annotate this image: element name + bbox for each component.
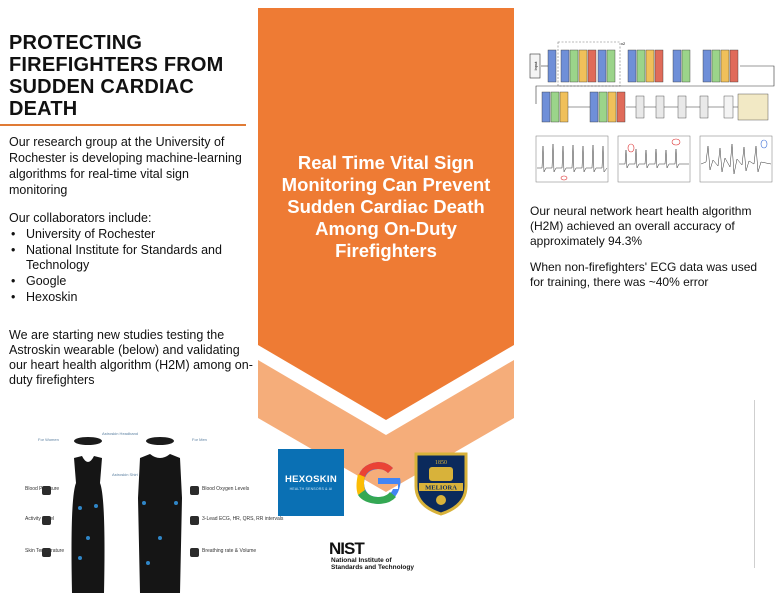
label-blood-pressure: Blood Pressure: [25, 486, 60, 492]
hexoskin-tagline: HEALTH SENSORS & AI: [289, 487, 333, 491]
collaborators-list: [9, 227, 249, 306]
intro-paragraph: Our research group at the University of Rochester is developing machine-learning algorithms for real-time vital sign monitoring: [9, 135, 242, 197]
ecg-plot-3: [700, 136, 772, 182]
softmax-output: [738, 94, 768, 120]
side-photo-edge: [754, 400, 776, 568]
ecg-icon: [190, 516, 199, 525]
studies-paragraph: We are starting new studies testing the Astroskin wearable (below) and validating our heart health algorithm (H2M) among on-duty firefighters: [9, 328, 253, 387]
dense-layer: [656, 96, 664, 118]
nist-name-line1: National Institute of: [331, 557, 392, 564]
network-architecture-diagram: [528, 36, 776, 132]
dense-layer: [636, 96, 644, 118]
label-ecg: 3-Lead ECG, HR, QRS, RR intervals: [202, 516, 284, 522]
layer-stack-5: [542, 92, 568, 122]
banner-headline: Real Time Vital Sign Monitoring Can Prevent Sudden Cardiac Death Among On-Duty Firefighters: [281, 152, 491, 261]
accuracy-paragraph: Our neural network heart health algorithm (H2M) achieved an overall accuracy of approximately 94.3%: [530, 204, 752, 248]
dense-layer: [678, 96, 686, 118]
breathing-icon: [190, 548, 199, 557]
error-paragraph: When non-firefighters' ECG data was used for training, there was ~40% error: [530, 260, 758, 289]
repeat-label: x2: [621, 41, 626, 46]
dense-layer: [700, 96, 708, 118]
hexoskin-logo: [278, 449, 344, 516]
mens-shirt: [138, 454, 182, 593]
list-item: • Google: [9, 274, 249, 289]
nist-wordmark: NIST: [329, 539, 364, 558]
arch-input: Input: [533, 61, 538, 71]
nist-logo: [329, 540, 459, 578]
meliora-seal: [413, 448, 469, 516]
collaborators-heading: Our collaborators include:: [9, 211, 152, 225]
headband-left: [74, 437, 102, 445]
label-skin-temperature: Skin Temperature: [25, 548, 65, 554]
seal-motto: MELIORA: [425, 484, 457, 492]
label-blood-oxygen: Blood Oxygen Levels: [202, 486, 250, 492]
google-logo: [350, 452, 406, 512]
list-item: • National Institute for Standards and Technology: [9, 243, 249, 273]
ecg-plot-2: [618, 136, 690, 182]
wearable-caption-women: For Women: [38, 437, 59, 442]
ecg-plot-1: [536, 136, 608, 182]
list-item: • University of Rochester: [9, 227, 249, 242]
womens-shirt: [72, 456, 105, 593]
title-divider: [0, 124, 246, 126]
label-breathing: Breathing rate & Volume: [202, 548, 257, 554]
output-layer: [724, 96, 733, 118]
headband-right: [146, 437, 174, 445]
nist-name-line2: Standards and Technology: [331, 564, 414, 571]
wearable-caption-men: For Men: [192, 437, 207, 442]
ecg-plots: [528, 134, 774, 194]
poster-title: PROTECTING FIREFIGHTERS FROM SUDDEN CARDIAC DEATH: [9, 32, 224, 120]
hexoskin-wordmark: HEXOSKIN: [284, 474, 338, 485]
label-activity: Activity Level: [25, 516, 55, 522]
seal-year: 1850: [435, 460, 447, 466]
list-item: • Hexoskin: [9, 290, 249, 305]
wearable-caption-headband: Astroskin Headband: [102, 431, 139, 436]
wearable-caption-shirt: Astroskin Shirt: [112, 472, 138, 477]
blood-oxygen-icon: [190, 486, 199, 495]
astroskin-wearable-figure: [22, 428, 284, 596]
